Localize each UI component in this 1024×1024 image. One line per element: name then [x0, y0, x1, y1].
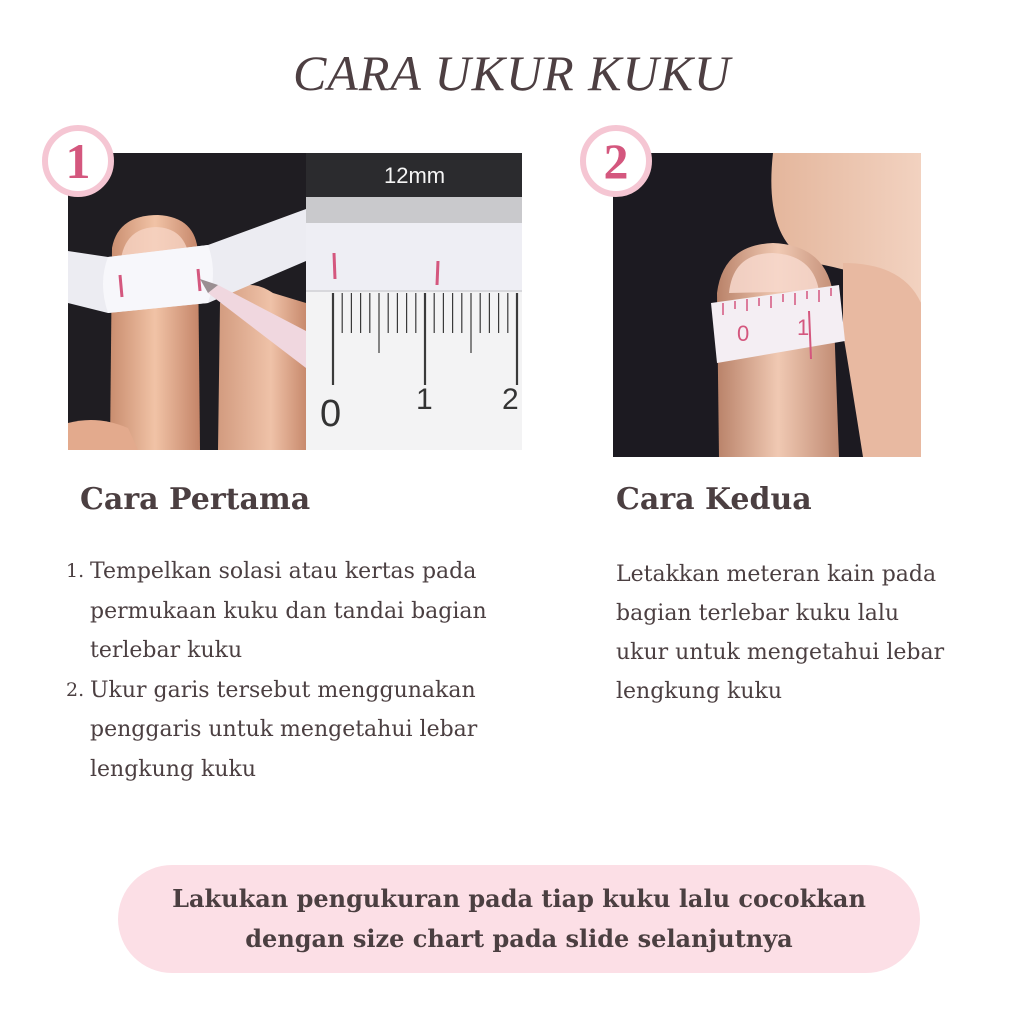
list-item — [66, 671, 536, 790]
ruler-tick-label-0: 0 — [320, 393, 342, 435]
method1-steps-list — [66, 552, 536, 789]
banner-line-1: Lakukan pengukuran pada tiap kuku lalu cocokkan — [172, 884, 866, 913]
method1-ruler-photo — [306, 153, 522, 450]
list-item — [66, 552, 536, 671]
step-text: Ukur garis tersebut menggunakan penggaris untuk mengetahui lebar lengkung kuku — [90, 677, 478, 782]
banner-line-2: dengan size chart pada slide selanjutnya — [245, 924, 793, 953]
method1-heading: Cara Pertama — [80, 482, 311, 517]
step-number: 2. — [66, 678, 85, 701]
finger-with-paper-illustration — [68, 153, 306, 450]
page-title: CARA UKUR KUKU — [292, 45, 732, 101]
instruction-banner — [118, 865, 920, 973]
method2-finger-photo — [613, 153, 921, 457]
method1-finger-photo — [68, 153, 306, 450]
tape-mark-0: 0 — [737, 321, 750, 346]
tape-mark-1: 1 — [797, 315, 810, 340]
ruler-size-label: 12mm — [384, 163, 446, 188]
finger-with-tape-illustration — [613, 153, 921, 457]
ruler-tick-label-2: 2 — [502, 383, 519, 416]
method2-description: Letakkan meteran kain pada bagian terlebar kuku lalu ukur untuk mengetahui lebar lengkung kuku — [616, 562, 945, 704]
step-1-badge: 1 — [42, 125, 114, 197]
step-number: 1. — [66, 560, 85, 582]
step-text: Tempelkan solasi atau kertas pada permukaan kuku dan tandai bagian terlebar kuku — [90, 559, 487, 663]
ruler-tick-label-1: 1 — [416, 383, 433, 416]
step-2-badge: 2 — [580, 125, 652, 197]
method2-heading: Cara Kedua — [616, 482, 812, 517]
